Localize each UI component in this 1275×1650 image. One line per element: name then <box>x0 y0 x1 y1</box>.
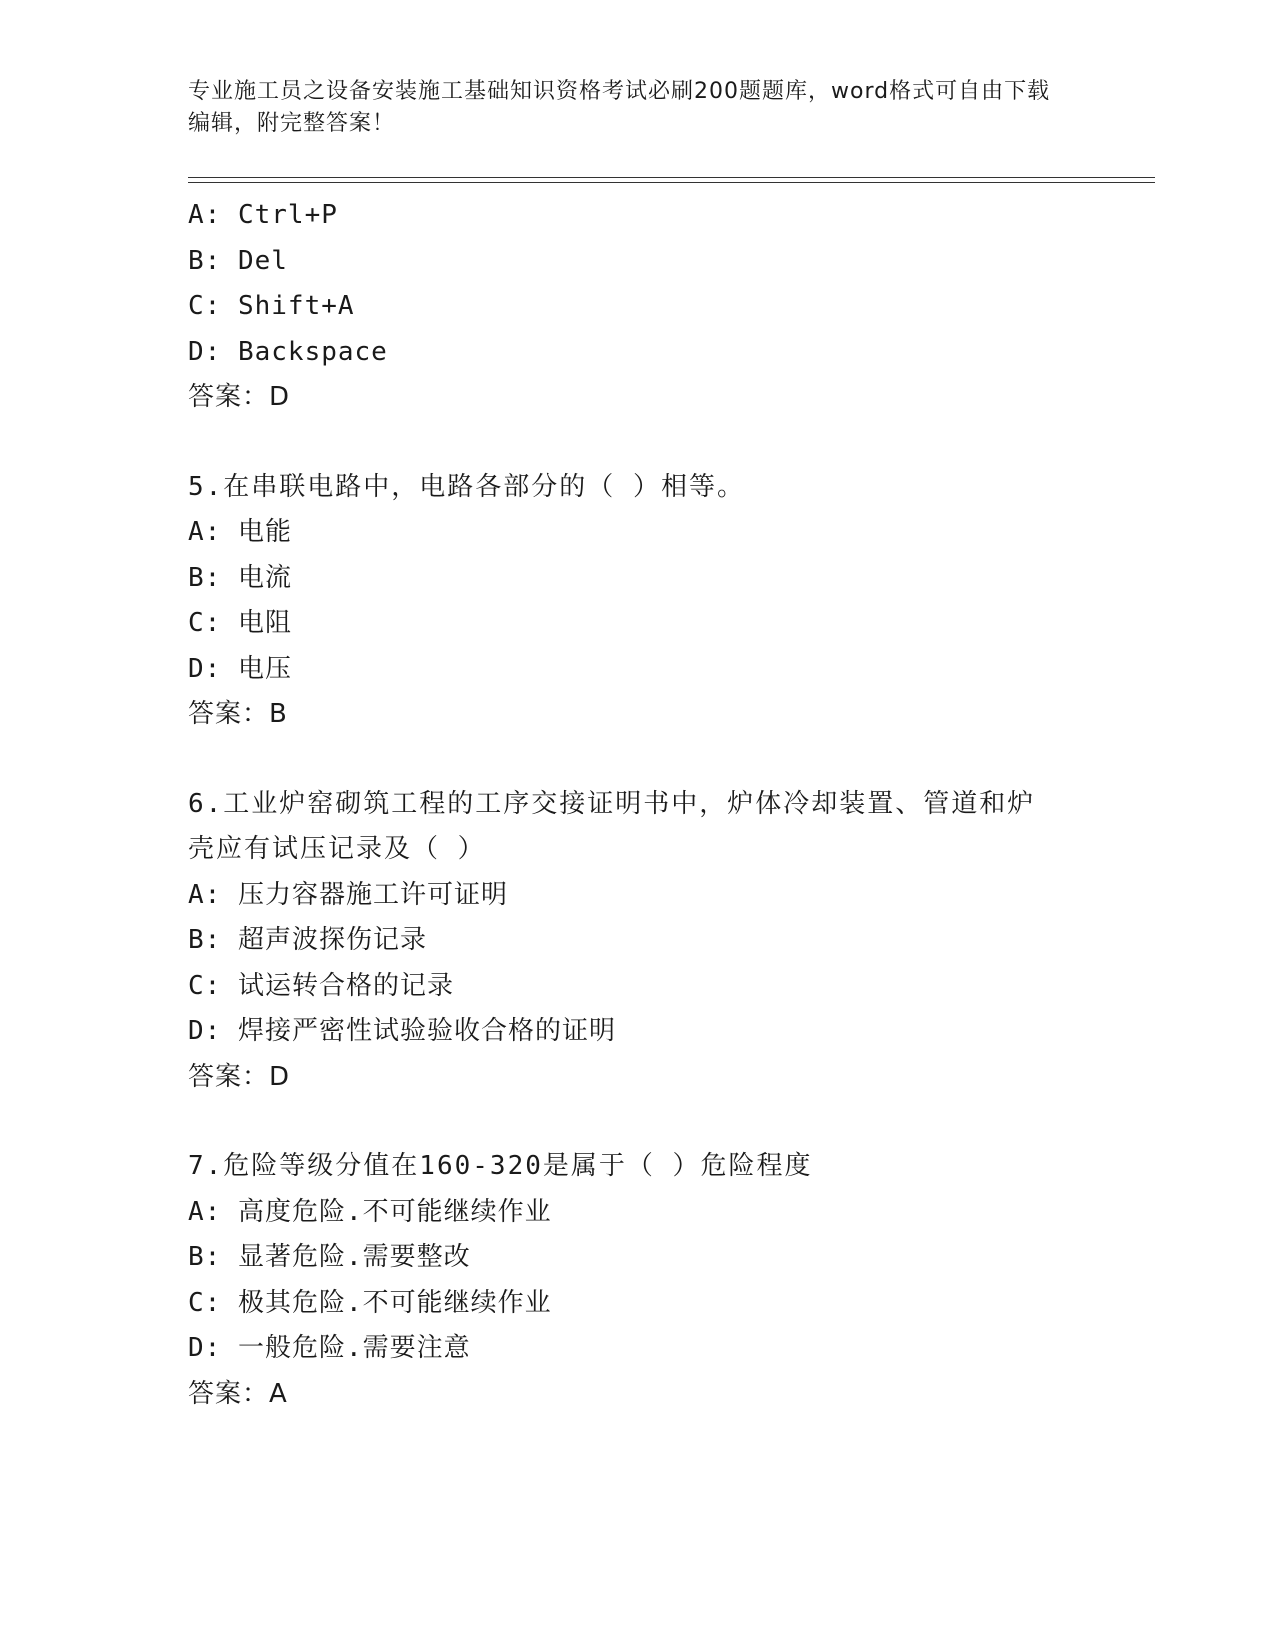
option-d: D: Backspace <box>188 336 388 367</box>
option-d: D: 焊接严密性试验验收合格的证明 <box>188 1016 616 1046</box>
question-block-5 <box>188 465 1088 738</box>
option-b: B: 显著危险.需要整改 <box>188 1242 471 1272</box>
answer-label: 答案：D <box>188 1061 291 1092</box>
option-a: A: 压力容器施工许可证明 <box>188 879 508 910</box>
question-stem: 7.危险等级分值在160-320是属于（ ）危险程度 <box>188 1151 813 1181</box>
answer-label: 答案：A <box>188 1378 288 1409</box>
question-block-7 <box>188 1144 1088 1417</box>
option-c: C: 试运转合格的记录 <box>188 970 454 1001</box>
option-a: A: 高度危险.不可能继续作业 <box>188 1196 552 1227</box>
question-block-6 <box>188 782 1088 1101</box>
question-stem: 5.在串联电路中，电路各部分的（ ）相等。 <box>188 471 745 502</box>
option-b: B: Del <box>188 245 288 276</box>
option-c: C: 电阻 <box>188 608 292 638</box>
option-b: B: 电流 <box>188 562 292 593</box>
question-block-4 <box>188 193 1088 421</box>
option-c: C: Shift+A <box>188 291 355 321</box>
header-divider-bottom <box>188 182 1155 183</box>
option-d: D: 一般危险.需要注意 <box>188 1333 471 1363</box>
option-c: C: 极其危险.不可能继续作业 <box>188 1287 552 1318</box>
document-header: 专业施工员之设备安装施工基础知识资格考试必刷200题题库，word格式可自由下载编辑，附完整答案！ <box>188 79 1051 136</box>
answer-label: 答案：B <box>188 699 288 729</box>
answer-label: 答案：D <box>188 382 291 412</box>
question-list <box>188 193 1088 1417</box>
option-d: D: 电压 <box>188 653 292 684</box>
option-a: A: Ctrl+P <box>188 200 338 230</box>
header-divider-top <box>188 177 1155 178</box>
question-stem: 6.工业炉窑砌筑工程的工序交接证明书中，炉体冷却装置、管道和炉壳应有试压记录及（ ） <box>188 788 1036 864</box>
option-a: A: 电能 <box>188 517 292 547</box>
option-b: B: 超声波探伤记录 <box>188 925 427 955</box>
